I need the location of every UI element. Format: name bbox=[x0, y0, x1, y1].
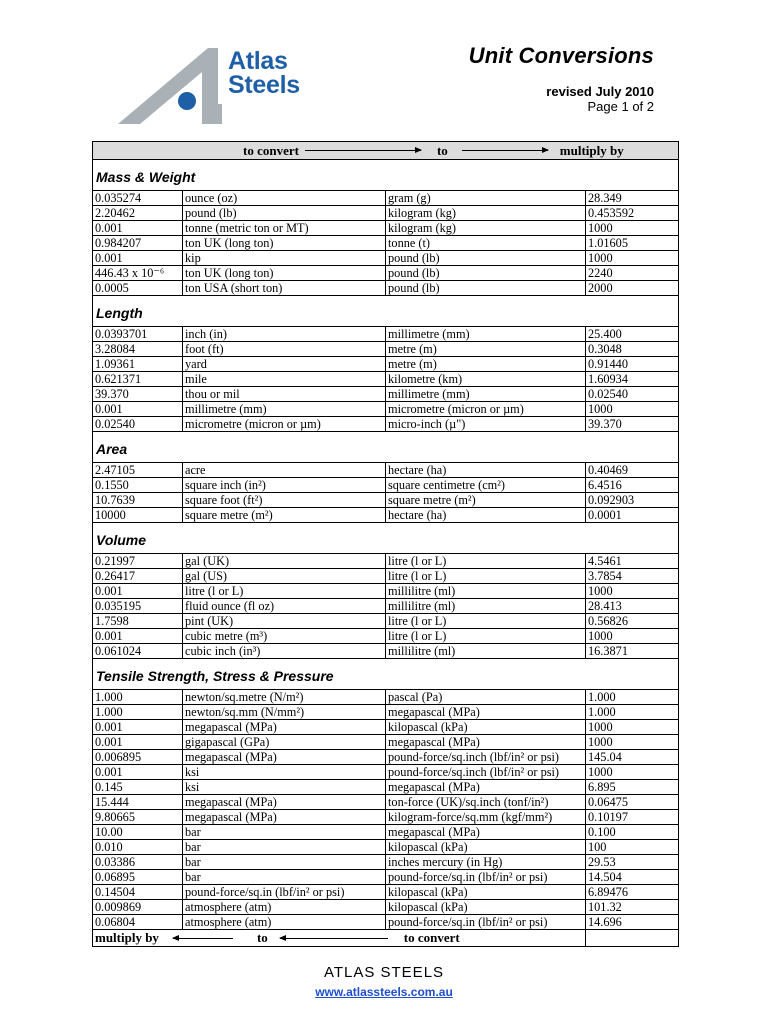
to-unit-cell: square metre (m²) bbox=[386, 493, 586, 508]
to-unit-cell: megapascal (MPa) bbox=[386, 705, 586, 720]
factor-cell: 0.035274 bbox=[93, 191, 183, 206]
table-row bbox=[93, 206, 679, 221]
table-row bbox=[93, 599, 679, 614]
from-unit-cell: yard bbox=[183, 357, 386, 372]
table-row bbox=[93, 357, 679, 372]
table-row bbox=[93, 266, 679, 281]
factor-cell: 0.009869 bbox=[93, 900, 183, 915]
factor-cell: 0.001 bbox=[93, 720, 183, 735]
table-row bbox=[93, 569, 679, 584]
table-row bbox=[93, 915, 679, 930]
inverse-factor-cell: 0.91440 bbox=[586, 357, 679, 372]
from-unit-cell: gal (US) bbox=[183, 569, 386, 584]
section-title: Length bbox=[93, 296, 679, 327]
inverse-factor-cell: 1000 bbox=[586, 402, 679, 417]
factor-cell: 3.28084 bbox=[93, 342, 183, 357]
to-unit-cell: pound-force/sq.inch (lbf/in² or psi) bbox=[386, 750, 586, 765]
header-to: to bbox=[436, 142, 448, 158]
factor-cell: 0.984207 bbox=[93, 236, 183, 251]
inverse-factor-cell: 1000 bbox=[586, 735, 679, 750]
header-to-convert: to convert bbox=[243, 142, 299, 158]
section-header-row bbox=[93, 432, 679, 463]
from-unit-cell: square metre (m²) bbox=[183, 508, 386, 523]
from-unit-cell: ton USA (short ton) bbox=[183, 281, 386, 296]
inverse-factor-cell: 16.3871 bbox=[586, 644, 679, 659]
factor-cell: 446.43 x 10⁻⁶ bbox=[93, 266, 183, 281]
factor-cell: 1.7598 bbox=[93, 614, 183, 629]
table-row bbox=[93, 342, 679, 357]
factor-cell: 0.001 bbox=[93, 251, 183, 266]
from-unit-cell: ton UK (long ton) bbox=[183, 266, 386, 281]
from-unit-cell: newton/sq.mm (N/mm²) bbox=[183, 705, 386, 720]
inverse-factor-cell: 0.3048 bbox=[586, 342, 679, 357]
factor-cell: 2.47105 bbox=[93, 463, 183, 478]
to-unit-cell: kilopascal (kPa) bbox=[386, 885, 586, 900]
factor-cell: 0.001 bbox=[93, 735, 183, 750]
inverse-factor-cell: 14.696 bbox=[586, 915, 679, 930]
table-header-cell bbox=[93, 142, 679, 160]
table-row bbox=[93, 900, 679, 915]
table-row bbox=[93, 795, 679, 810]
from-unit-cell: cubic metre (m³) bbox=[183, 629, 386, 644]
inverse-factor-cell: 2000 bbox=[586, 281, 679, 296]
factor-cell: 10.00 bbox=[93, 825, 183, 840]
table-header-row bbox=[93, 142, 679, 160]
inverse-factor-cell: 0.10197 bbox=[586, 810, 679, 825]
inverse-factor-cell: 1000 bbox=[586, 629, 679, 644]
factor-cell: 1.000 bbox=[93, 690, 183, 705]
inverse-factor-cell: 0.06475 bbox=[586, 795, 679, 810]
from-unit-cell: mile bbox=[183, 372, 386, 387]
to-unit-cell: pound (lb) bbox=[386, 251, 586, 266]
table-row bbox=[93, 690, 679, 705]
from-unit-cell: bar bbox=[183, 825, 386, 840]
table-row bbox=[93, 750, 679, 765]
from-unit-cell: litre (l or L) bbox=[183, 584, 386, 599]
section-header-row bbox=[93, 296, 679, 327]
header-multiply-by: multiply by bbox=[559, 142, 624, 158]
to-unit-cell: inches mercury (in Hg) bbox=[386, 855, 586, 870]
factor-cell: 1.09361 bbox=[93, 357, 183, 372]
to-unit-cell: pascal (Pa) bbox=[386, 690, 586, 705]
to-unit-cell: litre (l or L) bbox=[386, 629, 586, 644]
table-row bbox=[93, 720, 679, 735]
to-unit-cell: millilitre (ml) bbox=[386, 599, 586, 614]
factor-cell: 0.06804 bbox=[93, 915, 183, 930]
inverse-factor-cell: 145.04 bbox=[586, 750, 679, 765]
logo-line-2: Steels bbox=[228, 71, 300, 99]
from-unit-cell: megapascal (MPa) bbox=[183, 720, 386, 735]
conversion-table bbox=[92, 141, 679, 947]
revision-date: revised July 2010 bbox=[546, 84, 654, 99]
table-row bbox=[93, 780, 679, 795]
inverse-factor-cell: 1000 bbox=[586, 251, 679, 266]
inverse-factor-cell: 3.7854 bbox=[586, 569, 679, 584]
to-unit-cell: kilogram (kg) bbox=[386, 221, 586, 236]
table-row bbox=[93, 372, 679, 387]
footer-multiply-by: multiply by bbox=[95, 930, 159, 945]
from-unit-cell: megapascal (MPa) bbox=[183, 795, 386, 810]
to-unit-cell: square centimetre (cm²) bbox=[386, 478, 586, 493]
footer-to: to bbox=[256, 930, 268, 945]
logo-wordmark bbox=[228, 49, 300, 97]
to-unit-cell: megapascal (MPa) bbox=[386, 825, 586, 840]
factor-cell: 10000 bbox=[93, 508, 183, 523]
footer-to-convert: to convert bbox=[403, 930, 460, 945]
to-unit-cell: pound-force/sq.inch (lbf/in² or psi) bbox=[386, 765, 586, 780]
inverse-factor-cell: 1000 bbox=[586, 221, 679, 236]
to-unit-cell: millimetre (mm) bbox=[386, 387, 586, 402]
to-unit-cell: millilitre (ml) bbox=[386, 644, 586, 659]
footer-brand: ATLAS STEELS bbox=[323, 964, 445, 981]
inverse-factor-cell: 29.53 bbox=[586, 855, 679, 870]
factor-cell: 39.370 bbox=[93, 387, 183, 402]
inverse-factor-cell: 4.5461 bbox=[586, 554, 679, 569]
logo-line-1: Atlas bbox=[228, 47, 288, 75]
factor-cell: 0.145 bbox=[93, 780, 183, 795]
to-unit-cell: hectare (ha) bbox=[386, 508, 586, 523]
inverse-factor-cell: 1.000 bbox=[586, 690, 679, 705]
table-row bbox=[93, 825, 679, 840]
from-unit-cell: micrometre (micron or µm) bbox=[183, 417, 386, 432]
to-unit-cell: litre (l or L) bbox=[386, 569, 586, 584]
factor-cell: 0.001 bbox=[93, 221, 183, 236]
to-unit-cell: kilometre (km) bbox=[386, 372, 586, 387]
factor-cell: 15.444 bbox=[93, 795, 183, 810]
table-row bbox=[93, 554, 679, 569]
inverse-factor-cell: 1.000 bbox=[586, 705, 679, 720]
from-unit-cell: atmosphere (atm) bbox=[183, 900, 386, 915]
table-row bbox=[93, 281, 679, 296]
factor-cell: 0.035195 bbox=[93, 599, 183, 614]
section-title: Mass & Weight bbox=[93, 160, 679, 191]
left-arrow-icon bbox=[173, 938, 233, 939]
inverse-factor-cell: 28.413 bbox=[586, 599, 679, 614]
table-row bbox=[93, 810, 679, 825]
from-unit-cell: acre bbox=[183, 463, 386, 478]
factor-cell: 0.06895 bbox=[93, 870, 183, 885]
table-row bbox=[93, 251, 679, 266]
table-row bbox=[93, 327, 679, 342]
from-unit-cell: ksi bbox=[183, 765, 386, 780]
to-unit-cell: ton-force (UK)/sq.inch (tonf/in²) bbox=[386, 795, 586, 810]
to-unit-cell: pound-force/sq.in (lbf/in² or psi) bbox=[386, 870, 586, 885]
to-unit-cell: gram (g) bbox=[386, 191, 586, 206]
inverse-factor-cell: 2240 bbox=[586, 266, 679, 281]
from-unit-cell: megapascal (MPa) bbox=[183, 810, 386, 825]
table-footer-cell bbox=[93, 930, 586, 947]
to-unit-cell: millimetre (mm) bbox=[386, 327, 586, 342]
table-row bbox=[93, 493, 679, 508]
table-row bbox=[93, 236, 679, 251]
inverse-factor-cell: 1000 bbox=[586, 720, 679, 735]
to-unit-cell: pound (lb) bbox=[386, 266, 586, 281]
from-unit-cell: square foot (ft²) bbox=[183, 493, 386, 508]
from-unit-cell: thou or mil bbox=[183, 387, 386, 402]
table-row bbox=[93, 855, 679, 870]
table-row bbox=[93, 840, 679, 855]
to-unit-cell: kilopascal (kPa) bbox=[386, 840, 586, 855]
inverse-factor-cell: 101.32 bbox=[586, 900, 679, 915]
right-arrow-icon bbox=[305, 150, 421, 151]
section-title: Tensile Strength, Stress & Pressure bbox=[93, 659, 679, 690]
from-unit-cell: atmosphere (atm) bbox=[183, 915, 386, 930]
website-link[interactable]: www.atlassteels.com.au bbox=[315, 985, 453, 999]
table-row bbox=[93, 584, 679, 599]
to-unit-cell: tonne (t) bbox=[386, 236, 586, 251]
inverse-factor-cell: 0.0001 bbox=[586, 508, 679, 523]
from-unit-cell: pound (lb) bbox=[183, 206, 386, 221]
right-arrow-icon bbox=[462, 150, 548, 151]
to-unit-cell: litre (l or L) bbox=[386, 614, 586, 629]
section-header-row bbox=[93, 523, 679, 554]
factor-cell: 0.001 bbox=[93, 402, 183, 417]
factor-cell: 0.0005 bbox=[93, 281, 183, 296]
inverse-factor-cell: 25.400 bbox=[586, 327, 679, 342]
inverse-factor-cell: 100 bbox=[586, 840, 679, 855]
table-row bbox=[93, 463, 679, 478]
from-unit-cell: pint (UK) bbox=[183, 614, 386, 629]
from-unit-cell: kip bbox=[183, 251, 386, 266]
from-unit-cell: newton/sq.metre (N/m²) bbox=[183, 690, 386, 705]
table-row bbox=[93, 644, 679, 659]
table-row bbox=[93, 508, 679, 523]
to-unit-cell: kilogram (kg) bbox=[386, 206, 586, 221]
table-row bbox=[93, 387, 679, 402]
table-row bbox=[93, 402, 679, 417]
to-unit-cell: metre (m) bbox=[386, 342, 586, 357]
inverse-factor-cell: 39.370 bbox=[586, 417, 679, 432]
left-arrow-icon bbox=[280, 938, 388, 939]
factor-cell: 0.03386 bbox=[93, 855, 183, 870]
table-footer-blank bbox=[586, 930, 679, 947]
to-unit-cell: litre (l or L) bbox=[386, 554, 586, 569]
factor-cell: 0.0393701 bbox=[93, 327, 183, 342]
inverse-factor-cell: 14.504 bbox=[586, 870, 679, 885]
from-unit-cell: ton UK (long ton) bbox=[183, 236, 386, 251]
factor-cell: 9.80665 bbox=[93, 810, 183, 825]
to-unit-cell: hectare (ha) bbox=[386, 463, 586, 478]
from-unit-cell: cubic inch (in³) bbox=[183, 644, 386, 659]
to-unit-cell: pound-force/sq.in (lbf/in² or psi) bbox=[386, 915, 586, 930]
factor-cell: 0.001 bbox=[93, 765, 183, 780]
inverse-factor-cell: 1000 bbox=[586, 765, 679, 780]
inverse-factor-cell: 6.4516 bbox=[586, 478, 679, 493]
table-row bbox=[93, 735, 679, 750]
to-unit-cell: kilogram-force/sq.mm (kgf/mm²) bbox=[386, 810, 586, 825]
from-unit-cell: tonne (metric ton or MT) bbox=[183, 221, 386, 236]
table-row bbox=[93, 614, 679, 629]
table-row bbox=[93, 705, 679, 720]
to-unit-cell: kilopascal (kPa) bbox=[386, 900, 586, 915]
to-unit-cell: kilopascal (kPa) bbox=[386, 720, 586, 735]
factor-cell: 0.001 bbox=[93, 629, 183, 644]
factor-cell: 0.006895 bbox=[93, 750, 183, 765]
factor-cell: 0.1550 bbox=[93, 478, 183, 493]
table-footer-row bbox=[93, 930, 679, 947]
section-title: Area bbox=[93, 432, 679, 463]
inverse-factor-cell: 1000 bbox=[586, 584, 679, 599]
to-unit-cell: metre (m) bbox=[386, 357, 586, 372]
factor-cell: 0.21997 bbox=[93, 554, 183, 569]
page-title: Unit Conversions bbox=[468, 43, 654, 68]
table-row bbox=[93, 417, 679, 432]
to-unit-cell: megapascal (MPa) bbox=[386, 780, 586, 795]
table-row bbox=[93, 885, 679, 900]
factor-cell: 0.010 bbox=[93, 840, 183, 855]
inverse-factor-cell: 28.349 bbox=[586, 191, 679, 206]
from-unit-cell: millimetre (mm) bbox=[183, 402, 386, 417]
from-unit-cell: square inch (in²) bbox=[183, 478, 386, 493]
from-unit-cell: inch (in) bbox=[183, 327, 386, 342]
inverse-factor-cell: 0.56826 bbox=[586, 614, 679, 629]
page-number: Page 1 of 2 bbox=[587, 99, 654, 114]
table-row bbox=[93, 191, 679, 206]
factor-cell: 0.621371 bbox=[93, 372, 183, 387]
from-unit-cell: gal (UK) bbox=[183, 554, 386, 569]
inverse-factor-cell: 1.60934 bbox=[586, 372, 679, 387]
factor-cell: 0.14504 bbox=[93, 885, 183, 900]
from-unit-cell: megapascal (MPa) bbox=[183, 750, 386, 765]
factor-cell: 0.02540 bbox=[93, 417, 183, 432]
inverse-factor-cell: 0.453592 bbox=[586, 206, 679, 221]
from-unit-cell: ksi bbox=[183, 780, 386, 795]
inverse-factor-cell: 0.092903 bbox=[586, 493, 679, 508]
section-header-row bbox=[93, 160, 679, 191]
to-unit-cell: pound (lb) bbox=[386, 281, 586, 296]
from-unit-cell: foot (ft) bbox=[183, 342, 386, 357]
table-row bbox=[93, 870, 679, 885]
to-unit-cell: micrometre (micron or µm) bbox=[386, 402, 586, 417]
from-unit-cell: ounce (oz) bbox=[183, 191, 386, 206]
factor-cell: 0.26417 bbox=[93, 569, 183, 584]
factor-cell: 0.001 bbox=[93, 584, 183, 599]
factor-cell: 10.7639 bbox=[93, 493, 183, 508]
to-unit-cell: millilitre (ml) bbox=[386, 584, 586, 599]
inverse-factor-cell: 0.40469 bbox=[586, 463, 679, 478]
from-unit-cell: bar bbox=[183, 855, 386, 870]
table-row bbox=[93, 478, 679, 493]
section-title: Volume bbox=[93, 523, 679, 554]
to-unit-cell: megapascal (MPa) bbox=[386, 735, 586, 750]
from-unit-cell: bar bbox=[183, 870, 386, 885]
inverse-factor-cell: 6.895 bbox=[586, 780, 679, 795]
inverse-factor-cell: 6.89476 bbox=[586, 885, 679, 900]
factor-cell: 0.061024 bbox=[93, 644, 183, 659]
from-unit-cell: bar bbox=[183, 840, 386, 855]
section-header-row bbox=[93, 659, 679, 690]
table-row bbox=[93, 221, 679, 236]
from-unit-cell: pound-force/sq.in (lbf/in² or psi) bbox=[183, 885, 386, 900]
inverse-factor-cell: 0.02540 bbox=[586, 387, 679, 402]
from-unit-cell: gigapascal (GPa) bbox=[183, 735, 386, 750]
inverse-factor-cell: 1.01605 bbox=[586, 236, 679, 251]
from-unit-cell: fluid ounce (fl oz) bbox=[183, 599, 386, 614]
to-unit-cell: micro-inch (µ") bbox=[386, 417, 586, 432]
table-row bbox=[93, 629, 679, 644]
factor-cell: 2.20462 bbox=[93, 206, 183, 221]
table-row bbox=[93, 765, 679, 780]
factor-cell: 1.000 bbox=[93, 705, 183, 720]
inverse-factor-cell: 0.100 bbox=[586, 825, 679, 840]
